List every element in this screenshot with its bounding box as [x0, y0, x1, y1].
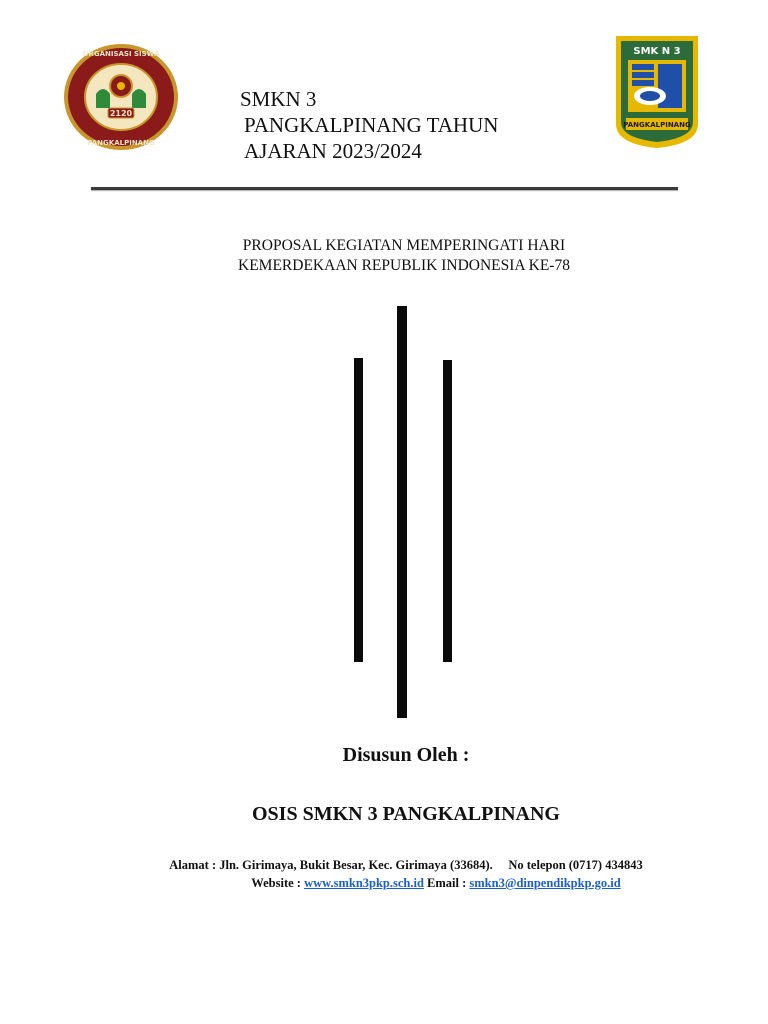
svg-text:ORGANISASI SISWA: ORGANISASI SISWA — [82, 50, 160, 58]
school-name-block — [240, 86, 498, 164]
email-label: Email : — [427, 876, 467, 890]
proposal-title-line2: KEMERDEKAAN REPUBLIK INDONESIA KE-78 — [238, 257, 570, 274]
smk-logo-icon — [612, 32, 702, 150]
website-label: Website : — [251, 876, 301, 890]
school-name-line1: SMKN 3 — [240, 87, 317, 111]
osis-logo-icon — [62, 42, 180, 152]
decor-bar-left — [354, 358, 363, 662]
phone-text: No telepon (0717) 434843 — [508, 858, 643, 872]
author-organization: OSIS SMKN 3 PANGKALPINANG — [252, 803, 560, 825]
proposal-title-line1: PROPOSAL KEGIATAN MEMPERINGATI HARI — [242, 237, 566, 254]
address-text: Alamat : Jln. Girimaya, Bukit Besar, Kec. Girimaya (33684). — [169, 858, 493, 872]
author-label: Disusun Oleh : — [342, 744, 470, 766]
header-divider — [91, 187, 678, 190]
school-year-line: AJARAN 2023/2024 — [244, 139, 422, 163]
website-link[interactable]: www.smkn3pkp.sch.id — [304, 876, 424, 890]
email-link[interactable]: smkn3@dinpendikpkp.go.id — [469, 876, 621, 890]
decorative-bars — [340, 290, 470, 730]
svg-text:SMK N 3: SMK N 3 — [633, 46, 681, 57]
svg-text:PANGKALPINANG: PANGKALPINANG — [87, 139, 155, 147]
svg-text:PANGKALPINANG: PANGKALPINANG — [623, 121, 691, 129]
proposal-title — [120, 236, 688, 276]
svg-text:2120: 2120 — [109, 109, 133, 118]
contact-footer — [0, 856, 768, 892]
school-name-line2: PANGKALPINANG TAHUN — [244, 113, 499, 137]
decor-bar-right — [443, 360, 452, 662]
decor-bar-center — [397, 306, 407, 718]
